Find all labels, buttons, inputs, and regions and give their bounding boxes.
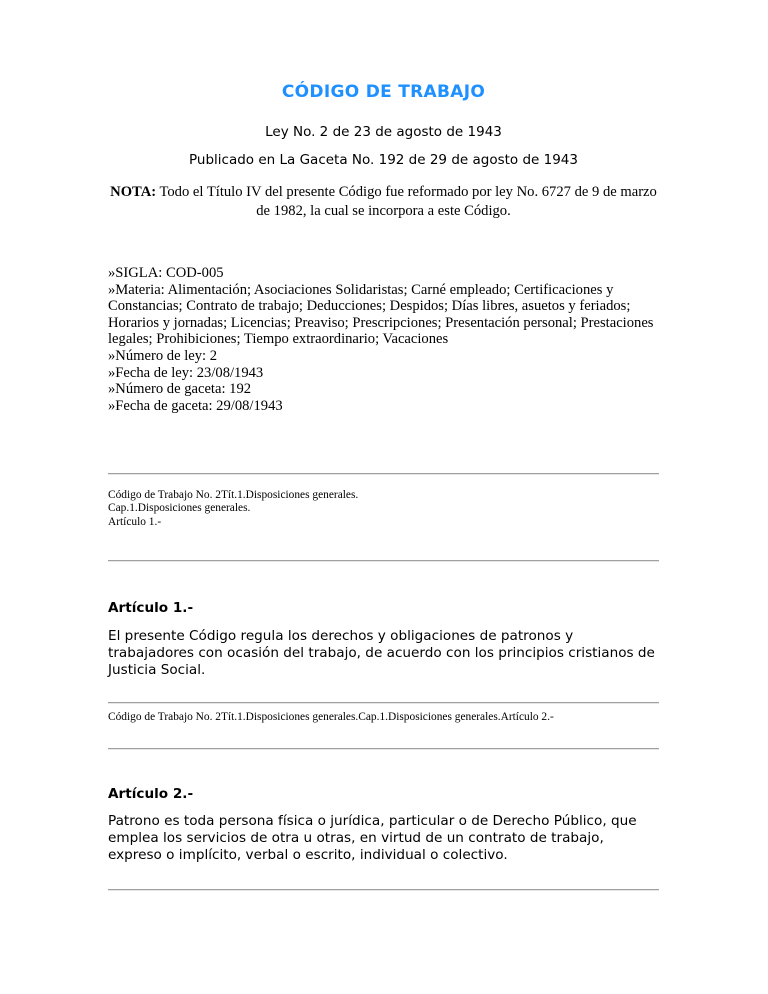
- nota-label: NOTA:: [110, 184, 157, 200]
- articulo-2-body: Patrono es toda persona física o jurídica, particular o de Derecho Público, que emplea los servicios de otra u otras, en virtud de un contrato de trabajo, expreso o implícito, verbal o escrito, individual o colectivo.: [108, 813, 637, 863]
- divider: [108, 702, 659, 704]
- articulo-2-heading: Artículo 2.-: [108, 786, 194, 802]
- articulo-1-body: El presente Código regula los derechos y obligaciones de patronos y trabajadores con ocasión del trabajo, de acuerdo con los principios cristianos de Justicia Social.: [108, 628, 655, 678]
- ley-line: Ley No. 2 de 23 de agosto de 1943: [265, 124, 502, 140]
- breadcrumb-line: Cap.1.Disposiciones generales.: [108, 502, 251, 515]
- meta-materia: »Materia: Alimentación; Asociaciones Solidaristas; Carné empleado; Certificaciones y Constancias; Contrato de trabajo; Deducciones; Despidos; Días libres, asuetos y feriados; Horarios y jornadas; Licencias; Preaviso; Prescripciones; Presentación personal; Prestaciones legales; Prohibiciones; Tiempo extraordinario; Vacaciones: [108, 281, 654, 348]
- nota-text: Todo el Título IV del presente Código fue reformado por ley No. 6727 de 9 de marzo de 1982, la cual se incorpora a este Código.: [156, 184, 657, 219]
- divider: [108, 748, 659, 750]
- publicado-line: Publicado en La Gaceta No. 192 de 29 de agosto de 1943: [189, 152, 578, 168]
- breadcrumb-articulo-2: Código de Trabajo No. 2Tít.1.Disposiciones generales.Cap.1.Disposiciones generales.Artículo 2.-: [108, 711, 554, 723]
- meta-fecha-gaceta: »Fecha de gaceta: 29/08/1943: [108, 397, 283, 414]
- metadata-block: [108, 265, 659, 414]
- breadcrumb-line: Código de Trabajo No. 2Tít.1.Disposiciones generales.: [108, 489, 359, 501]
- meta-sigla: »SIGLA: COD-005: [108, 265, 224, 281]
- divider: [108, 560, 659, 562]
- document-title: CÓDIGO DE TRABAJO: [281, 82, 486, 102]
- meta-fecha-ley: »Fecha de ley: 23/08/1943: [108, 364, 264, 381]
- divider: [108, 889, 659, 891]
- divider: [108, 473, 659, 475]
- meta-numero-ley: »Número de ley: 2: [108, 347, 218, 364]
- breadcrumb-articulo-1: [108, 489, 659, 529]
- breadcrumb-line: Artículo 1.-: [108, 515, 162, 528]
- meta-numero-gaceta: »Número de gaceta: 192: [108, 381, 252, 398]
- articulo-1-heading: Artículo 1.-: [108, 600, 194, 616]
- nota-paragraph: [108, 183, 659, 221]
